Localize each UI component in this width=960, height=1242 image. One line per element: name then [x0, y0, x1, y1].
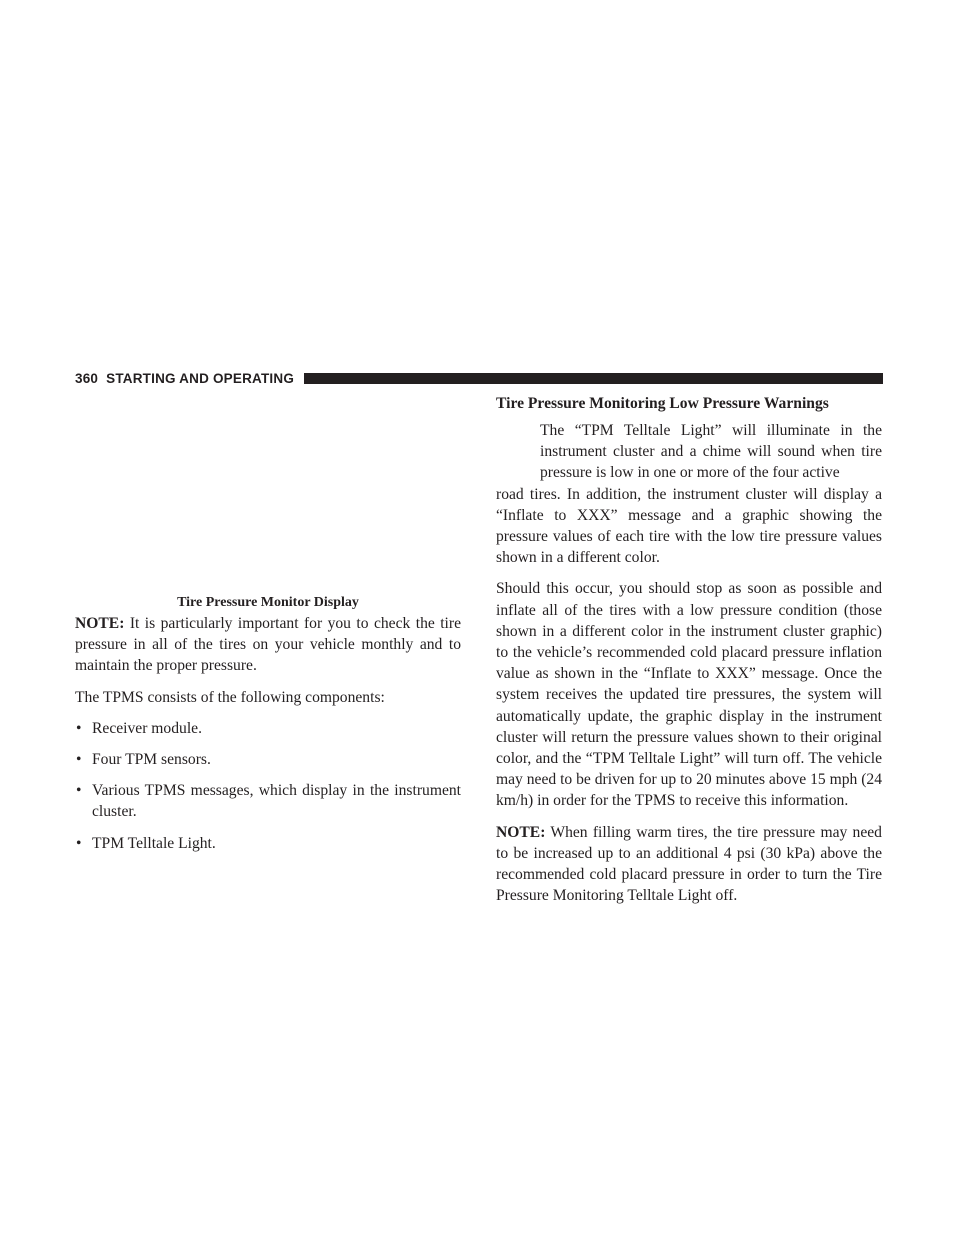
note-text: It is particularly important for you to check the tire pressure in all of the tires on your vehicle monthly and to maintain the proper pressure.: [75, 615, 461, 675]
list-item-text: TPM Telltale Light.: [92, 834, 216, 852]
figure-caption: Tire Pressure Monitor Display: [177, 594, 359, 610]
note-paragraph-warm-tires: [496, 822, 882, 907]
page-number: 360: [75, 370, 99, 386]
list-item: [75, 718, 461, 739]
section-title: STARTING AND OPERATING: [106, 370, 295, 386]
bullet-icon: •: [76, 719, 82, 737]
section-heading: Tire Pressure Monitoring Low Pressure Warnings: [496, 395, 829, 412]
components-list: [75, 718, 461, 854]
list-item-text: Various TPMS messages, which display in the instrument cluster.: [92, 782, 461, 821]
list-item: [75, 833, 461, 854]
components-intro: The TPMS consists of the following components:: [75, 688, 385, 706]
warning-indented-text: The “TPM Telltale Light” will illuminate in the instrument cluster and a chime will sound when tire pressure is low in one or more of the four active: [540, 422, 882, 482]
note-label: NOTE:: [496, 823, 546, 841]
note-paragraph: [75, 613, 461, 677]
right-column: [496, 393, 882, 916]
list-item-text: Receiver module.: [92, 719, 202, 737]
bullet-icon: •: [76, 751, 82, 769]
header-rule: [304, 373, 883, 384]
bullet-icon: •: [76, 834, 82, 852]
list-item: [75, 749, 461, 770]
note-text: When filling warm tires, the tire pressure may need to be increased up to an additional 4 psi (30 kPa) above the recommended cold placard pressure in order to turn the Tire Pressure Monitoring Telltale Light off.: [496, 823, 882, 905]
list-item: [75, 780, 461, 822]
warning-continued-text: road tires. In addition, the instrument cluster will display a “Inflate to XXX” message and a graphic showing the pressure values of each tire with the low tire pressure values shown in a different color.: [496, 485, 882, 567]
note-label: NOTE:: [75, 615, 125, 632]
list-item-text: Four TPM sensors.: [92, 751, 211, 769]
figure-tire-pressure-monitor-display: [75, 385, 461, 613]
left-column: [75, 385, 461, 864]
stop-paragraph: Should this occur, you should stop as soon as possible and inflate all of the tires with a low pressure condition (those shown in a different color in the instrument cluster graphic) to the vehicle’s recommended cold placard pressure inflation value as shown in the “Inflate to XXX” message. Once the system receives the updated tire pressures, the system will automatically update, the graphic display in the instrument cluster will return the pressure values shown to their original color, and the “TPM Telltale Light” will turn off. The vehicle may need to be driven for up to 20 minutes above 15 mph (24 km/h) in order for the TPMS to receive this information.: [496, 580, 882, 810]
bullet-icon: •: [76, 782, 82, 800]
